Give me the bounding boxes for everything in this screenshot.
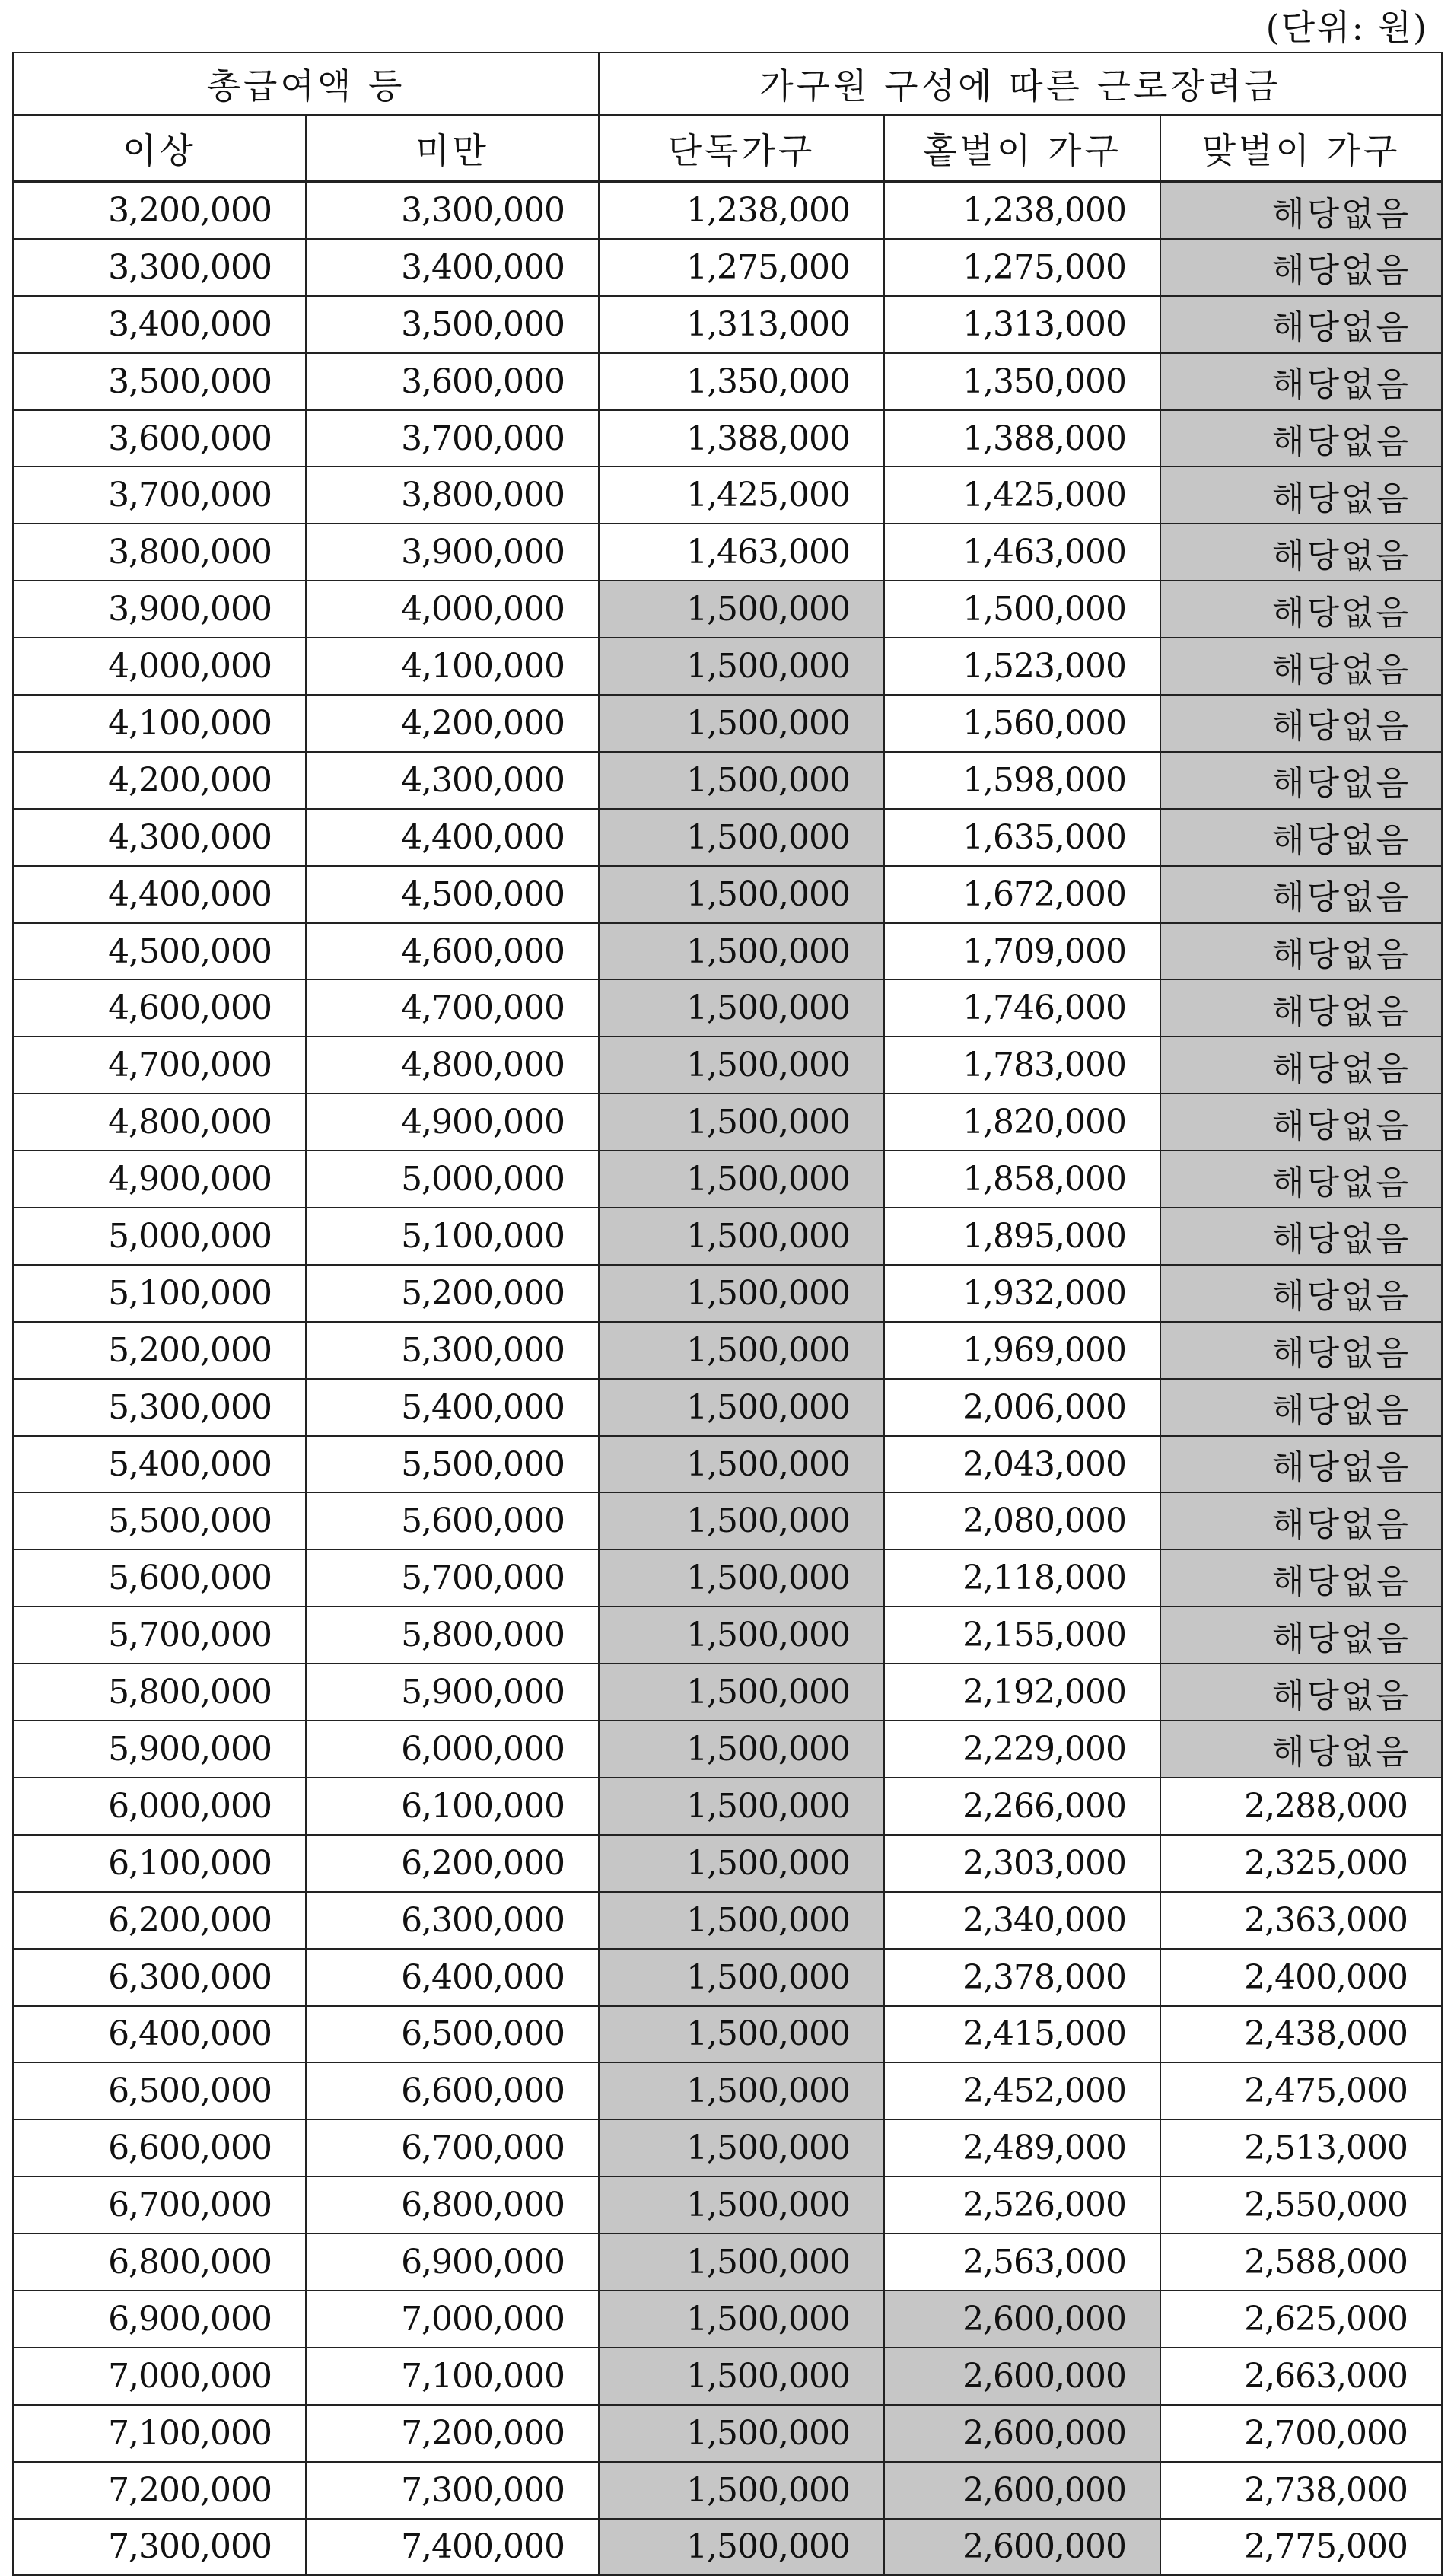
- table-row: [13, 1379, 1442, 1436]
- cell-min: 5,400,000: [13, 1436, 306, 1493]
- cell-dual-earner: 해당없음: [1160, 524, 1442, 581]
- cell-single: 1,500,000: [599, 809, 884, 866]
- cell-max: 6,100,000: [306, 1778, 599, 1835]
- cell-single-earner: 1,560,000: [884, 695, 1160, 752]
- cell-min: 3,200,000: [13, 182, 306, 239]
- cell-single: 1,500,000: [599, 2176, 884, 2234]
- cell-dual-earner: 해당없음: [1160, 1208, 1442, 1265]
- cell-single-earner: 1,709,000: [884, 923, 1160, 980]
- cell-single: 1,500,000: [599, 1036, 884, 1094]
- cell-max: 3,700,000: [306, 410, 599, 467]
- cell-single-earner: 1,500,000: [884, 581, 1160, 638]
- cell-max: 4,900,000: [306, 1094, 599, 1151]
- column-header-row: [13, 115, 1442, 182]
- table-header: [13, 53, 1442, 182]
- cell-single-earner: 1,746,000: [884, 979, 1160, 1036]
- cell-min: 4,700,000: [13, 1036, 306, 1094]
- cell-single: 1,500,000: [599, 1778, 884, 1835]
- cell-single: 1,425,000: [599, 466, 884, 524]
- cell-single-earner: 2,600,000: [884, 2462, 1160, 2519]
- cell-max: 4,000,000: [306, 581, 599, 638]
- cell-max: 3,500,000: [306, 296, 599, 353]
- cell-min: 6,500,000: [13, 2062, 306, 2119]
- cell-max: 4,500,000: [306, 866, 599, 923]
- cell-single-earner: 2,489,000: [884, 2119, 1160, 2176]
- table-row: [13, 524, 1442, 581]
- cell-dual-earner: 해당없음: [1160, 581, 1442, 638]
- table-row: [13, 466, 1442, 524]
- cell-dual-earner: 2,625,000: [1160, 2291, 1442, 2348]
- table-row: [13, 1208, 1442, 1265]
- cell-dual-earner: 해당없음: [1160, 1036, 1442, 1094]
- cell-single: 1,500,000: [599, 1606, 884, 1664]
- cell-max: 7,400,000: [306, 2519, 599, 2576]
- cell-dual-earner: 해당없음: [1160, 1436, 1442, 1493]
- cell-single-earner: 2,229,000: [884, 1721, 1160, 1778]
- table-row: [13, 2062, 1442, 2119]
- cell-dual-earner: 2,513,000: [1160, 2119, 1442, 2176]
- table-row: [13, 1436, 1442, 1493]
- cell-max: 5,300,000: [306, 1322, 599, 1379]
- table-row: [13, 2176, 1442, 2234]
- cell-single: 1,500,000: [599, 1436, 884, 1493]
- cell-single: 1,500,000: [599, 866, 884, 923]
- table-row: [13, 809, 1442, 866]
- cell-dual-earner: 해당없음: [1160, 1151, 1442, 1208]
- cell-max: 3,400,000: [306, 239, 599, 296]
- cell-dual-earner: 2,363,000: [1160, 1892, 1442, 1949]
- table-row: [13, 1892, 1442, 1949]
- cell-single-earner: 2,563,000: [884, 2234, 1160, 2291]
- unit-note: (단위: 원): [1265, 7, 1428, 48]
- cell-dual-earner: 해당없음: [1160, 923, 1442, 980]
- table-body: [13, 182, 1442, 2575]
- cell-dual-earner: 해당없음: [1160, 809, 1442, 866]
- cell-min: 6,400,000: [13, 2006, 306, 2063]
- cell-single-earner: 1,463,000: [884, 524, 1160, 581]
- cell-dual-earner: 해당없음: [1160, 1492, 1442, 1549]
- cell-min: 5,200,000: [13, 1322, 306, 1379]
- cell-min: 6,200,000: [13, 1892, 306, 1949]
- cell-min: 3,800,000: [13, 524, 306, 581]
- header-single: 단독가구: [599, 115, 884, 182]
- cell-single-earner: 2,080,000: [884, 1492, 1160, 1549]
- cell-min: 3,900,000: [13, 581, 306, 638]
- cell-single-earner: 1,598,000: [884, 752, 1160, 809]
- cell-single: 1,500,000: [599, 1379, 884, 1436]
- cell-dual-earner: 해당없음: [1160, 1606, 1442, 1664]
- cell-single: 1,500,000: [599, 2462, 884, 2519]
- cell-max: 5,500,000: [306, 1436, 599, 1493]
- cell-single: 1,500,000: [599, 2119, 884, 2176]
- cell-single: 1,500,000: [599, 1549, 884, 1606]
- cell-single: 1,500,000: [599, 2291, 884, 2348]
- cell-min: 4,400,000: [13, 866, 306, 923]
- cell-min: 3,300,000: [13, 239, 306, 296]
- table-row: [13, 1721, 1442, 1778]
- cell-single-earner: 2,155,000: [884, 1606, 1160, 1664]
- cell-single: 1,463,000: [599, 524, 884, 581]
- table-row: [13, 2119, 1442, 2176]
- cell-max: 6,000,000: [306, 1721, 599, 1778]
- cell-max: 6,300,000: [306, 1892, 599, 1949]
- cell-min: 6,600,000: [13, 2119, 306, 2176]
- cell-max: 4,400,000: [306, 809, 599, 866]
- cell-single: 1,500,000: [599, 752, 884, 809]
- cell-single-earner: 2,452,000: [884, 2062, 1160, 2119]
- cell-max: 3,900,000: [306, 524, 599, 581]
- cell-max: 6,900,000: [306, 2234, 599, 2291]
- table-row: [13, 1322, 1442, 1379]
- cell-dual-earner: 2,663,000: [1160, 2348, 1442, 2405]
- cell-dual-earner: 해당없음: [1160, 866, 1442, 923]
- cell-min: 6,000,000: [13, 1778, 306, 1835]
- table-row: [13, 2462, 1442, 2519]
- cell-single: 1,500,000: [599, 2006, 884, 2063]
- cell-min: 6,300,000: [13, 1949, 306, 2006]
- cell-max: 6,200,000: [306, 1835, 599, 1892]
- cell-single: 1,500,000: [599, 1835, 884, 1892]
- cell-single: 1,500,000: [599, 1664, 884, 1721]
- cell-min: 6,900,000: [13, 2291, 306, 2348]
- cell-dual-earner: 해당없음: [1160, 1322, 1442, 1379]
- cell-single-earner: 1,275,000: [884, 239, 1160, 296]
- cell-min: 5,100,000: [13, 1265, 306, 1322]
- cell-single-earner: 2,600,000: [884, 2405, 1160, 2462]
- table-row: [13, 410, 1442, 467]
- cell-single: 1,500,000: [599, 1892, 884, 1949]
- cell-single: 1,500,000: [599, 2519, 884, 2576]
- table-row: [13, 1492, 1442, 1549]
- cell-dual-earner: 2,588,000: [1160, 2234, 1442, 2291]
- table-row: [13, 2234, 1442, 2291]
- cell-max: 4,800,000: [306, 1036, 599, 1094]
- cell-single: 1,500,000: [599, 1265, 884, 1322]
- cell-max: 5,600,000: [306, 1492, 599, 1549]
- cell-min: 4,900,000: [13, 1151, 306, 1208]
- cell-dual-earner: 해당없음: [1160, 182, 1442, 239]
- table-row: [13, 1549, 1442, 1606]
- cell-single-earner: 1,238,000: [884, 182, 1160, 239]
- cell-single: 1,313,000: [599, 296, 884, 353]
- cell-max: 3,300,000: [306, 182, 599, 239]
- cell-dual-earner: 해당없음: [1160, 239, 1442, 296]
- table-row: [13, 923, 1442, 980]
- cell-single: 1,350,000: [599, 353, 884, 410]
- cell-min: 3,700,000: [13, 466, 306, 524]
- cell-single-earner: 2,526,000: [884, 2176, 1160, 2234]
- cell-single-earner: 1,672,000: [884, 866, 1160, 923]
- cell-dual-earner: 2,700,000: [1160, 2405, 1442, 2462]
- table-row: [13, 182, 1442, 239]
- cell-max: 6,700,000: [306, 2119, 599, 2176]
- table-row: [13, 866, 1442, 923]
- cell-single: 1,500,000: [599, 2348, 884, 2405]
- table-row: [13, 2519, 1442, 2576]
- cell-single: 1,500,000: [599, 1721, 884, 1778]
- cell-max: 4,300,000: [306, 752, 599, 809]
- cell-max: 5,000,000: [306, 1151, 599, 1208]
- cell-dual-earner: 2,438,000: [1160, 2006, 1442, 2063]
- cell-single-earner: 1,932,000: [884, 1265, 1160, 1322]
- cell-single-earner: 1,313,000: [884, 296, 1160, 353]
- cell-single: 1,500,000: [599, 1208, 884, 1265]
- table-row: [13, 581, 1442, 638]
- cell-single: 1,500,000: [599, 638, 884, 695]
- cell-max: 6,600,000: [306, 2062, 599, 2119]
- cell-dual-earner: 해당없음: [1160, 1265, 1442, 1322]
- table-row: [13, 239, 1442, 296]
- cell-min: 4,300,000: [13, 809, 306, 866]
- cell-max: 5,200,000: [306, 1265, 599, 1322]
- cell-min: 6,800,000: [13, 2234, 306, 2291]
- cell-max: 5,800,000: [306, 1606, 599, 1664]
- cell-single: 1,500,000: [599, 581, 884, 638]
- cell-single-earner: 1,820,000: [884, 1094, 1160, 1151]
- cell-min: 5,900,000: [13, 1721, 306, 1778]
- cell-dual-earner: 해당없음: [1160, 1664, 1442, 1721]
- cell-single-earner: 1,523,000: [884, 638, 1160, 695]
- incentive-table: [12, 52, 1443, 2576]
- cell-dual-earner: 해당없음: [1160, 296, 1442, 353]
- cell-single: 1,500,000: [599, 2062, 884, 2119]
- cell-max: 6,800,000: [306, 2176, 599, 2234]
- cell-max: 4,600,000: [306, 923, 599, 980]
- header-total-salary: 총급여액 등: [13, 53, 599, 115]
- cell-single: 1,275,000: [599, 239, 884, 296]
- table-row: [13, 638, 1442, 695]
- cell-dual-earner: 2,775,000: [1160, 2519, 1442, 2576]
- cell-single-earner: 1,635,000: [884, 809, 1160, 866]
- cell-single-earner: 2,600,000: [884, 2291, 1160, 2348]
- cell-single-earner: 2,415,000: [884, 2006, 1160, 2063]
- cell-dual-earner: 해당없음: [1160, 410, 1442, 467]
- cell-dual-earner: 해당없음: [1160, 1094, 1442, 1151]
- cell-single-earner: 2,118,000: [884, 1549, 1160, 1606]
- cell-single: 1,500,000: [599, 1492, 884, 1549]
- cell-min: 6,700,000: [13, 2176, 306, 2234]
- cell-single: 1,500,000: [599, 1949, 884, 2006]
- cell-single: 1,500,000: [599, 923, 884, 980]
- cell-dual-earner: 해당없음: [1160, 752, 1442, 809]
- table-row: [13, 695, 1442, 752]
- cell-single-earner: 1,350,000: [884, 353, 1160, 410]
- cell-dual-earner: 해당없음: [1160, 353, 1442, 410]
- cell-min: 4,500,000: [13, 923, 306, 980]
- cell-single-earner: 1,425,000: [884, 466, 1160, 524]
- cell-single: 1,500,000: [599, 2234, 884, 2291]
- table-row: [13, 1664, 1442, 1721]
- cell-max: 6,500,000: [306, 2006, 599, 2063]
- cell-min: 7,000,000: [13, 2348, 306, 2405]
- cell-single: 1,500,000: [599, 695, 884, 752]
- table-row: [13, 2291, 1442, 2348]
- header-incentive-by-household: 가구원 구성에 따른 근로장려금: [599, 53, 1442, 115]
- table-row: [13, 353, 1442, 410]
- cell-min: 3,600,000: [13, 410, 306, 467]
- cell-dual-earner: 2,325,000: [1160, 1835, 1442, 1892]
- cell-single-earner: 2,600,000: [884, 2348, 1160, 2405]
- cell-single: 1,388,000: [599, 410, 884, 467]
- cell-single: 1,500,000: [599, 1151, 884, 1208]
- table-row: [13, 2348, 1442, 2405]
- cell-single: 1,500,000: [599, 979, 884, 1036]
- cell-single-earner: 2,340,000: [884, 1892, 1160, 1949]
- cell-min: 5,800,000: [13, 1664, 306, 1721]
- cell-dual-earner: 해당없음: [1160, 695, 1442, 752]
- cell-max: 5,700,000: [306, 1549, 599, 1606]
- cell-max: 4,200,000: [306, 695, 599, 752]
- table-row: [13, 1778, 1442, 1835]
- cell-dual-earner: 2,288,000: [1160, 1778, 1442, 1835]
- cell-max: 5,900,000: [306, 1664, 599, 1721]
- cell-single: 1,500,000: [599, 2405, 884, 2462]
- cell-dual-earner: 2,400,000: [1160, 1949, 1442, 2006]
- cell-single-earner: 2,006,000: [884, 1379, 1160, 1436]
- cell-dual-earner: 해당없음: [1160, 1549, 1442, 1606]
- table-row: [13, 752, 1442, 809]
- cell-min: 3,500,000: [13, 353, 306, 410]
- cell-max: 4,100,000: [306, 638, 599, 695]
- table-row: [13, 1151, 1442, 1208]
- cell-dual-earner: 2,550,000: [1160, 2176, 1442, 2234]
- cell-single-earner: 1,858,000: [884, 1151, 1160, 1208]
- table-row: [13, 1265, 1442, 1322]
- cell-single-earner: 2,378,000: [884, 1949, 1160, 2006]
- cell-max: 7,300,000: [306, 2462, 599, 2519]
- table-row: [13, 2006, 1442, 2063]
- cell-max: 6,400,000: [306, 1949, 599, 2006]
- cell-single-earner: 1,969,000: [884, 1322, 1160, 1379]
- header-single-earner: 홑벌이 가구: [884, 115, 1160, 182]
- table-row: [13, 2405, 1442, 2462]
- table-row: [13, 1094, 1442, 1151]
- table-row: [13, 1606, 1442, 1664]
- cell-min: 7,100,000: [13, 2405, 306, 2462]
- cell-min: 4,600,000: [13, 979, 306, 1036]
- cell-min: 5,500,000: [13, 1492, 306, 1549]
- cell-max: 3,800,000: [306, 466, 599, 524]
- cell-min: 4,100,000: [13, 695, 306, 752]
- header-min: 이상: [13, 115, 306, 182]
- table-row: [13, 1835, 1442, 1892]
- cell-dual-earner: 해당없음: [1160, 1379, 1442, 1436]
- cell-dual-earner: 해당없음: [1160, 638, 1442, 695]
- cell-dual-earner: 해당없음: [1160, 466, 1442, 524]
- header-max: 미만: [306, 115, 599, 182]
- cell-single-earner: 2,043,000: [884, 1436, 1160, 1493]
- cell-single-earner: 2,266,000: [884, 1778, 1160, 1835]
- cell-single-earner: 1,895,000: [884, 1208, 1160, 1265]
- cell-dual-earner: 2,738,000: [1160, 2462, 1442, 2519]
- cell-max: 3,600,000: [306, 353, 599, 410]
- cell-max: 5,100,000: [306, 1208, 599, 1265]
- cell-min: 6,100,000: [13, 1835, 306, 1892]
- cell-single-earner: 1,783,000: [884, 1036, 1160, 1094]
- group-header-row: [13, 53, 1442, 115]
- cell-single-earner: 2,600,000: [884, 2519, 1160, 2576]
- cell-min: 5,000,000: [13, 1208, 306, 1265]
- cell-dual-earner: 해당없음: [1160, 979, 1442, 1036]
- cell-min: 5,300,000: [13, 1379, 306, 1436]
- cell-dual-earner: 해당없음: [1160, 1721, 1442, 1778]
- table-row: [13, 1036, 1442, 1094]
- cell-min: 4,200,000: [13, 752, 306, 809]
- cell-min: 4,800,000: [13, 1094, 306, 1151]
- table-row: [13, 296, 1442, 353]
- cell-max: 7,000,000: [306, 2291, 599, 2348]
- cell-single-earner: 2,192,000: [884, 1664, 1160, 1721]
- cell-min: 7,200,000: [13, 2462, 306, 2519]
- cell-min: 4,000,000: [13, 638, 306, 695]
- cell-min: 7,300,000: [13, 2519, 306, 2576]
- cell-max: 5,400,000: [306, 1379, 599, 1436]
- header-dual-earner: 맞벌이 가구: [1160, 115, 1442, 182]
- cell-single: 1,500,000: [599, 1322, 884, 1379]
- cell-max: 7,200,000: [306, 2405, 599, 2462]
- cell-min: 3,400,000: [13, 296, 306, 353]
- table-row: [13, 1949, 1442, 2006]
- cell-min: 5,700,000: [13, 1606, 306, 1664]
- cell-max: 7,100,000: [306, 2348, 599, 2405]
- cell-single: 1,500,000: [599, 1094, 884, 1151]
- cell-max: 4,700,000: [306, 979, 599, 1036]
- cell-min: 5,600,000: [13, 1549, 306, 1606]
- cell-dual-earner: 2,475,000: [1160, 2062, 1442, 2119]
- cell-single-earner: 2,303,000: [884, 1835, 1160, 1892]
- cell-single: 1,238,000: [599, 182, 884, 239]
- cell-single-earner: 1,388,000: [884, 410, 1160, 467]
- table-row: [13, 979, 1442, 1036]
